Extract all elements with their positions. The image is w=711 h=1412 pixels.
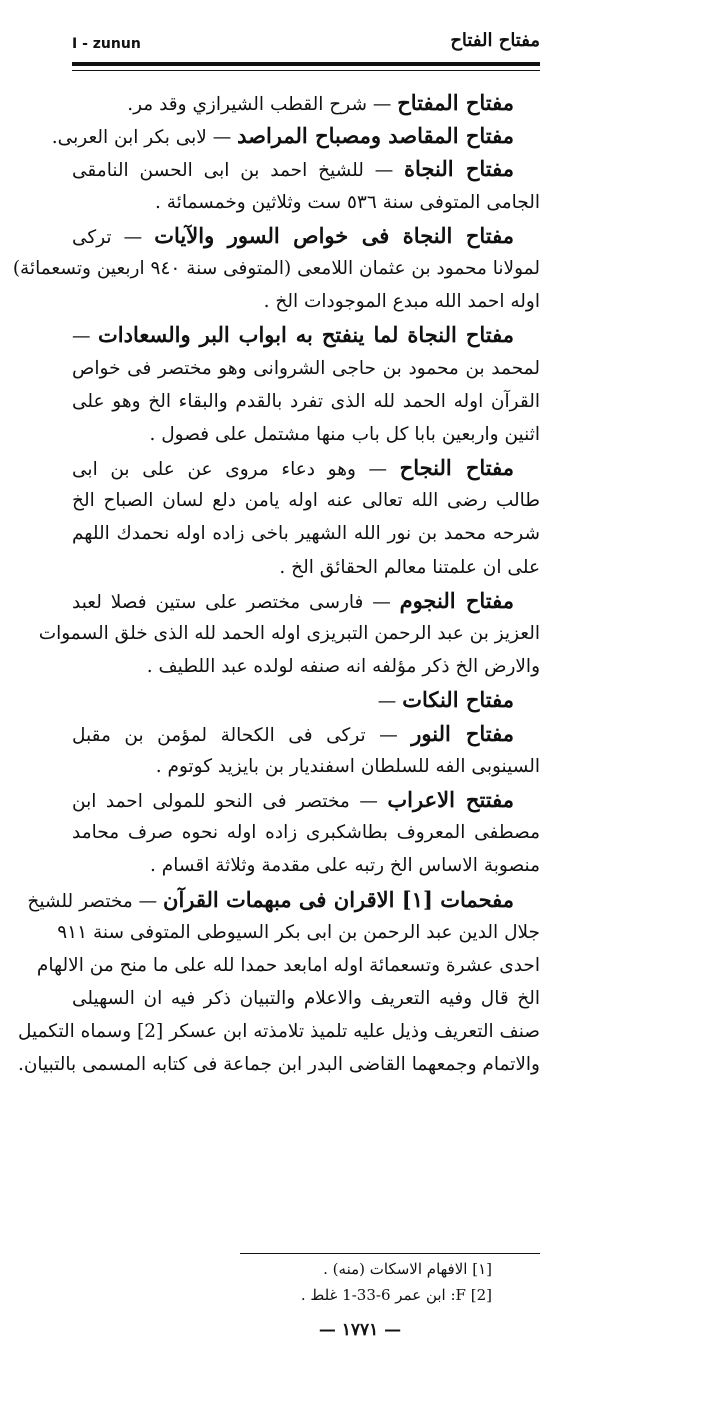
entry-text: جلال الدين عبد الرحمن بن ابى بكر السيوطى المتوفى سنة ٩١١	[57, 921, 540, 943]
entry-text: — وهو دعاء مروى عن على بن ابى	[72, 459, 400, 481]
entry-heading: مفتاح المقاصد ومصباح المراصد	[237, 123, 514, 149]
entry-text: شرحه محمد بن نور الله الشهير باخى زاده اوله نحمدك اللهم	[72, 523, 540, 545]
entry-text: — تركى	[72, 226, 155, 248]
entry-line	[17, 1015, 540, 1048]
entry-first-line	[51, 119, 540, 152]
entry-text: منصوبة الاساس الخ رتبه على مقدمة وثلاثة اقسام .	[150, 855, 540, 877]
entry-text: — فارسى مختصر على ستين فصلا لعبد	[72, 591, 400, 613]
page-number: — ١٧٧١ —	[318, 1320, 402, 1340]
entry-text: صنف التعريف وذيل عليه تلميذ تلامذته ابن عسكر [2] وسماه التكميل	[17, 1021, 540, 1043]
entry-first-line	[72, 86, 540, 119]
entry-text: احدى عشرة وتسعمائة اوله امابعد حمدا لله على ما منح من الالهام	[36, 954, 540, 976]
bibliography-entry	[38, 584, 540, 684]
entry-heading: مفتاح النجاح	[399, 455, 514, 481]
header-latin-title: I - zunun	[72, 36, 141, 52]
entry-line	[72, 650, 540, 683]
entry-text: لمحمد بن محمود بن حاجى الشروانى وهو مختصر فى خواص	[72, 357, 540, 379]
bibliography-entry	[72, 683, 540, 716]
entry-text: — مختصر للشيخ	[27, 890, 164, 912]
entry-text: العزيز بن عبد الرحمن التبريزى اوله الحمد لله الذى خلق السموات	[38, 623, 540, 644]
footnotes	[72, 1256, 540, 1308]
bibliography-entry	[72, 152, 540, 218]
entry-text: —	[377, 691, 403, 713]
entry-line	[72, 484, 540, 517]
entry-heading: مفتاح النجاة لما ينفتح به ابواب البر والسعادات	[98, 322, 514, 348]
entry-heading: مفتاح النكات	[402, 687, 514, 713]
entry-heading: مفحمات [١] الاقران فى مبهمات القرآن	[163, 886, 514, 912]
entry-text: — للشيخ احمد بن ابى الحسن النامقى	[72, 160, 405, 182]
entry-heading: مفتاح المفتاح	[397, 90, 514, 115]
bibliography-entry	[72, 717, 540, 783]
bibliography-entry	[12, 219, 540, 319]
entry-line	[72, 816, 540, 849]
entry-text: الجامى المتوفى سنة ٥٣٦ ست وثلاثين وخمسمائة .	[155, 191, 540, 213]
entry-text: — تركى فى الكحالة لمؤمن بن مقبل	[72, 724, 412, 746]
entry-line	[72, 982, 540, 1015]
entry-text: الخ قال وفيه التعريف والاعلام والتبيان ذكر فيه ان السهيلى	[72, 988, 540, 1010]
entry-first-line	[72, 318, 540, 351]
entry-text: اوله احمد الله مبدع الموجودات الخ .	[263, 291, 540, 313]
entry-first-line	[72, 717, 540, 750]
entry-line	[72, 849, 540, 882]
bibliography-entry	[72, 86, 540, 119]
entry-first-line	[72, 584, 540, 617]
entry-text: والارض الخ ذكر مؤلفه انه صنفه لولده عبد اللطيف .	[146, 656, 540, 678]
entry-text: لمولانا محمود بن عثمان اللامعى (المتوفى سنة ٩٤٠ اربعين وتسعمائة)	[12, 257, 540, 279]
entry-text: — شرح القطب الشيرازي وقد مر.	[127, 94, 398, 115]
entry-line	[36, 949, 540, 982]
entry-line	[12, 252, 540, 285]
body-text	[12, 86, 540, 1082]
entry-first-line	[72, 451, 540, 484]
entry-text: —	[72, 326, 99, 348]
entry-first-line	[72, 152, 540, 185]
entry-heading: مفتاح النجاة فى خواص السور والآيات	[154, 222, 514, 248]
entry-heading: مفتتح الاعراب	[387, 786, 514, 812]
entry-text: مصطفى المعروف بطاشكبرى زاده اوله نحوه صرف محامد	[72, 822, 540, 844]
entry-text: والاتمام وجمعهما القاضى البدر ابن جماعة فى كتابه المسمى بالتبيان.	[17, 1054, 540, 1076]
header-rule-thin	[72, 70, 540, 71]
entry-first-line	[72, 219, 540, 252]
entry-line	[72, 750, 540, 783]
footnote: [١] الافهام الاسكات (منه) .	[323, 1260, 492, 1278]
footnotes-rule	[240, 1253, 540, 1254]
running-header	[72, 26, 540, 62]
bibliography-entry	[17, 883, 540, 1082]
entry-line	[72, 352, 540, 385]
footnote: [2] F: ابن عمر 6-33-1 غلط .	[300, 1286, 492, 1304]
entry-line	[72, 186, 540, 219]
entry-line	[72, 418, 540, 451]
entry-line	[57, 916, 540, 949]
entry-heading: مفتاح النجوم	[399, 587, 514, 613]
header-arabic-title: مفتاح الفتاح	[450, 30, 540, 51]
entry-first-line	[27, 883, 540, 916]
entry-text: طالب رضى الله تعالى عنه اوله يامن دلع لسان الصباح الخ	[72, 490, 540, 512]
entry-first-line	[72, 683, 540, 716]
entry-text: على ان علمتنا معالم الحقائق الخ .	[279, 556, 540, 578]
entry-first-line	[72, 783, 540, 816]
entry-heading: مفتاح النجاة	[404, 156, 514, 182]
entry-line	[72, 285, 540, 318]
entry-text: — مختصر فى النحو للمولى احمد ابن	[72, 790, 388, 812]
entry-line	[17, 1048, 540, 1081]
bibliography-entry	[51, 119, 540, 152]
entry-text: القرآن اوله الحمد لله الذى تفرد بالقدم والبقاء الخ وهو على	[72, 390, 540, 412]
entry-line	[72, 385, 540, 418]
entry-line	[72, 551, 540, 584]
entry-text: السينوبى الفه للسلطان اسفنديار بن بايزيد كوتوم .	[155, 755, 540, 777]
entry-text: اثنين واربعين بابا كل باب منها مشتمل على فصول .	[149, 423, 540, 445]
entry-line	[72, 517, 540, 550]
entry-line	[38, 617, 540, 650]
bibliography-entry	[72, 783, 540, 883]
entry-heading: مفتاح النور	[411, 720, 514, 746]
header-rule	[72, 62, 540, 66]
bibliography-entry	[72, 318, 540, 451]
bibliography-entry	[72, 451, 540, 584]
entry-text: — لابى بكر ابن العربى.	[51, 127, 238, 149]
